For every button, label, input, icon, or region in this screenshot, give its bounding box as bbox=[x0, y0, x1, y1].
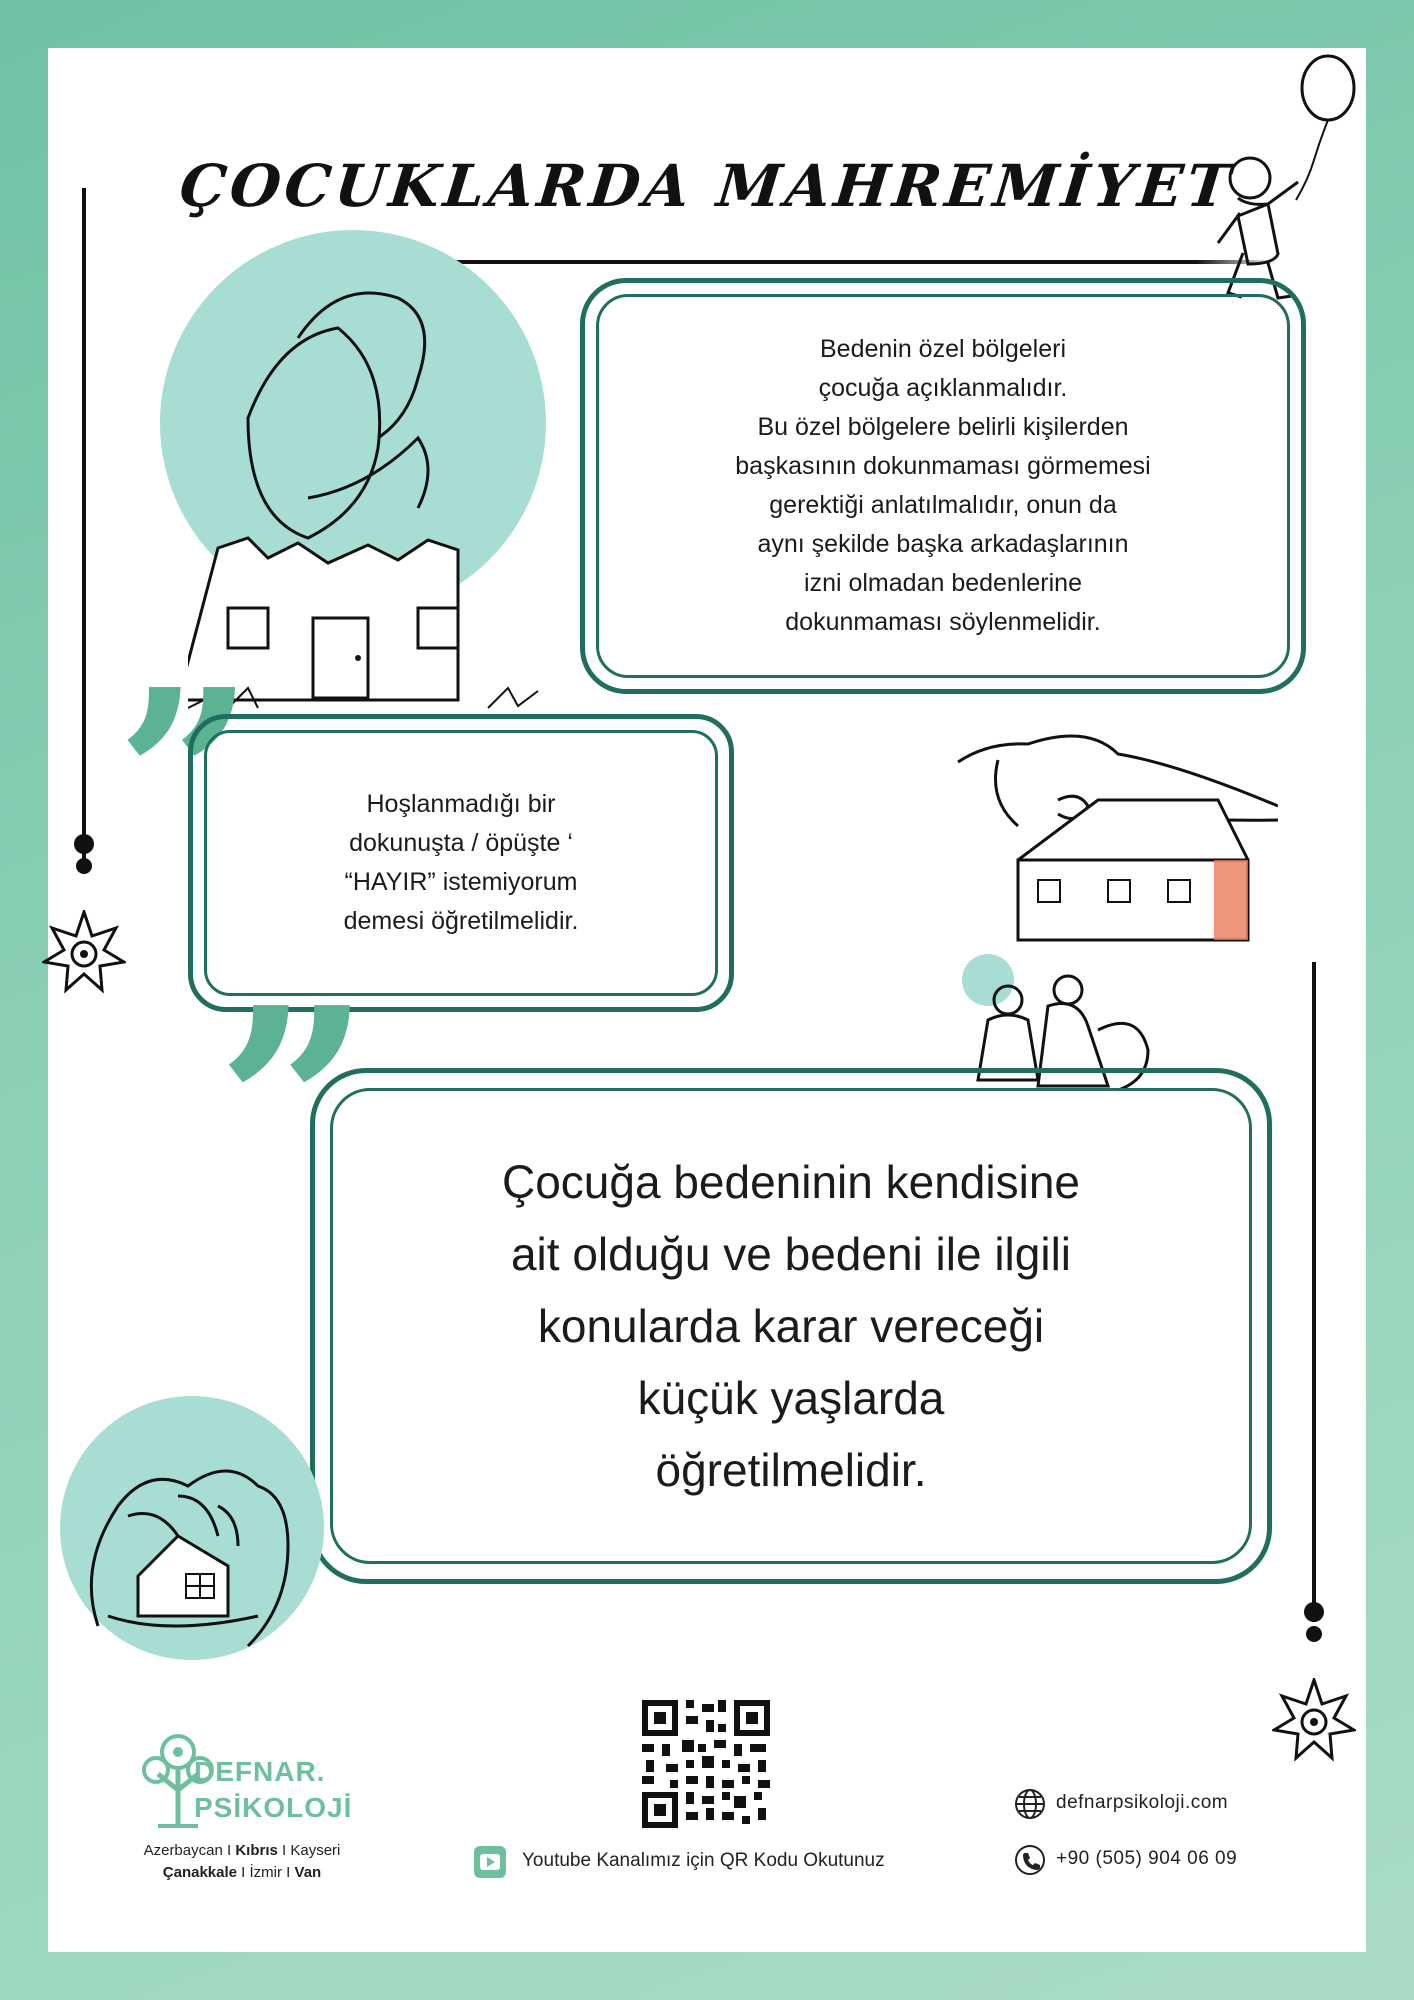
left-ornament-bead bbox=[74, 834, 94, 854]
box2-line: Hoşlanmadığı bir bbox=[366, 790, 556, 818]
website-link[interactable]: defnarpsikoloji.com bbox=[1056, 1792, 1229, 1813]
box3-line: Çocuğa bedeninin kendisine bbox=[502, 1156, 1080, 1208]
box2-line: demesi öğretilmelidir. bbox=[343, 907, 579, 935]
box1-line: çocuğa açıklanmalıdır. bbox=[818, 374, 1068, 402]
box2-line: “HAYIR” istemiyorum bbox=[344, 868, 578, 896]
locations-line-2: Çanakkale I İzmir I Van bbox=[162, 1864, 322, 1881]
locations-line-1: Azerbaycan I Kıbrıs I Kayseri bbox=[143, 1842, 341, 1859]
info-box-3-text bbox=[348, 1102, 1234, 1550]
box1-line: gerektiği anlatılmalıdır, onun da bbox=[769, 491, 1117, 519]
box1-line: Bedenin özel bölgeleri bbox=[819, 335, 1066, 363]
left-ornament-line bbox=[82, 188, 86, 868]
box1-line: izni olmadan bedenlerine bbox=[804, 569, 1082, 597]
box3-line: küçük yaşlarda bbox=[637, 1372, 945, 1424]
right-ornament-bead bbox=[1306, 1626, 1322, 1642]
box3-line: ait olduğu ve bedeni ile ilgili bbox=[510, 1228, 1072, 1280]
info-box-1-text bbox=[608, 306, 1278, 666]
page-title: ÇOCUKLARDA MAHREMİYET bbox=[176, 152, 1238, 220]
left-ornament-star-icon bbox=[42, 910, 126, 994]
box1-line: başkasının dokunmaması görmemesi bbox=[735, 452, 1151, 480]
phone-icon bbox=[1014, 1844, 1046, 1876]
quote-mark-icon: ” bbox=[216, 948, 372, 1266]
left-ornament-bead bbox=[76, 858, 92, 874]
globe-icon bbox=[1014, 1788, 1046, 1820]
logo-wordmark-line2: PSİKOLOJİ bbox=[194, 1792, 353, 1823]
box3-line: öğretilmelidir. bbox=[655, 1444, 927, 1496]
poster-page bbox=[48, 48, 1366, 1952]
box1-line: Bu özel bölgelere belirli kişilerden bbox=[757, 413, 1129, 441]
phone-number[interactable]: +90 (505) 904 06 09 bbox=[1056, 1848, 1238, 1869]
box1-line: aynı şekilde başka arkadaşlarının bbox=[757, 530, 1129, 558]
quote-mark-icon: ” bbox=[116, 637, 255, 919]
logo-wordmark-line1: DEFNAR. bbox=[194, 1756, 326, 1787]
right-ornament-line bbox=[1312, 962, 1316, 1622]
box3-line: konularda karar vereceği bbox=[537, 1300, 1045, 1352]
hands-holding-house-illustration bbox=[68, 1426, 318, 1676]
right-ornament-star-icon bbox=[1272, 1678, 1356, 1762]
youtube-qr-caption: Youtube Kanalımız için QR Kodu Okutunuz bbox=[522, 1850, 885, 1871]
protective-hand-house-illustration bbox=[948, 700, 1278, 1110]
youtube-icon[interactable] bbox=[474, 1846, 506, 1878]
box1-line: dokunmaması söylenmelidir. bbox=[785, 608, 1101, 636]
qr-code[interactable] bbox=[638, 1696, 774, 1832]
box2-line: dokunuşta / öpüşte ‘ bbox=[349, 829, 573, 857]
right-ornament-bead bbox=[1304, 1602, 1324, 1622]
